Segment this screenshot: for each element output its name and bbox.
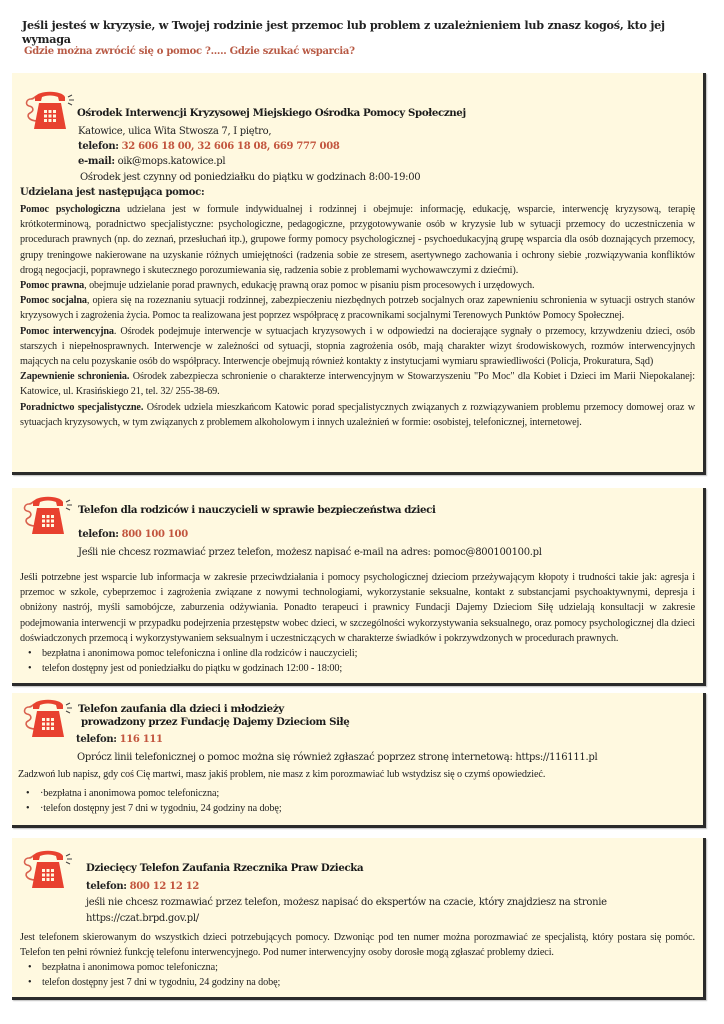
chat-note: jeśli nie chcesz rozmawiać przez telefon, możesz napisać do ekspertów na czacie, który znajdziesz na stronie [86,897,607,908]
opening-hours: Ośrodek jest czynny od poniedziałku do piątku w godzinach 8:00-19:00 [80,172,421,183]
help-intro: Udzielana jest następująca pomoc: [20,187,205,198]
section-counseling [20,400,695,430]
card-children-trust-line [12,693,706,828]
phone-line [78,528,188,542]
section-heading: Pomoc prawna [20,280,85,292]
description [20,930,695,990]
phone-number[interactable]: 116 111 [119,734,163,745]
bullet-list [20,960,695,990]
list-item: • bezpłatna i anonimowa pomoc telefoniczna i online dla rodziców i nauczycieli; [42,646,695,661]
section-heading: Pomoc psychologiczna [20,204,121,215]
section-legal [20,278,695,293]
section-text: Ośrodek zabezpiecza schronienie o charakterze interwencyjnym w Stowarzyszeniu "Po Moc" dla Kobiet i Dzieci im Marii Niepokalanej: Katowice, ul. Krasińskiego 21, tel. 32/ 255-38-69. [20,371,695,398]
list-item: • telefon dostępny jest od poniedziałku do piątku w godzinach 12:00 - 18:00; [42,661,695,676]
bullet-list [18,786,695,816]
telephone-icon [22,695,74,741]
card-crisis-center [12,73,706,475]
email-label: e-mail: [78,156,115,167]
section-social [20,293,695,323]
telephone-icon [22,846,74,892]
section-text: , obejmuje udzielanie porad prawnych, edukację prawną oraz pomoc w pisaniu pism procesowych i urzędowych. [84,280,535,292]
phone-label: telefon: [78,529,119,540]
address: Katowice, ulica Wita Stwosza 7, I piętro, [78,126,272,137]
phone-number[interactable]: 800 100 100 [121,529,188,540]
phone-line [78,140,340,154]
section-intervention [20,324,695,370]
phone-number[interactable]: 800 12 12 12 [129,881,200,892]
email-line [78,155,225,169]
section-psychological [20,202,695,278]
title-line: Telefon zaufania dla dzieci i młodzieży [78,703,284,715]
bullet-list [20,646,695,676]
phone-line [86,880,199,894]
phone-label: telefon: [76,734,117,745]
phone-label: telefon: [86,881,127,892]
card-parents-teachers-line [12,488,706,686]
list-item: • ·telefon dostępny jest 7 dni w tygodniu, 24 godziny na dobę; [40,801,695,816]
list-item: • ·bezpłatna i anonimowa pomoc telefoniczna; [40,786,695,801]
section-shelter [20,369,695,399]
phone-number[interactable]: 32 606 18 00, 32 606 18 08, 669 777 008 [121,141,340,152]
phone-label: telefon: [78,141,119,152]
telephone-icon [24,87,76,133]
card-title: Ośrodek Interwencji Kryzysowej Miejskiego Ośrodka Pomocy Społecznej [77,107,466,119]
description [20,570,695,676]
email-note: Jeśli nie chcesz rozmawiać przez telefon, możesz napisać e-mail na adres: pomoc@800100100.pl [78,547,542,558]
page-title: Jeśli jesteś w kryzysie, w Twojej rodzinie jest przemoc lub problem z uzależnieniem lub znasz kogoś, kto jej wymaga [22,18,665,46]
email-link[interactable]: oik@mops.katowice.pl [117,156,226,167]
section-text: , opiera się na rozeznaniu sytuacji rodzinnej, zabezpieczeniu niezbędnych potrzeb socjalnych oraz zapewnieniu schronienia w sytuacji ostrych stanów kryzysowych i zagrożenia życia. Pomoc ta realizowana jest poprzez współpracę z pracownikami socjalnymi Terenowych Punktów Pomocy Społecznej. [20,295,695,322]
card-ombudsman-trust-line [12,838,706,1000]
section-heading: Zapewnienie schronienia. [20,371,130,383]
list-item: • telefon dostępny jest 7 dni w tygodniu, 24 godziny na dobę; [42,975,695,990]
section-text: . Ośrodek podejmuje interwencje w sytuacjach kryzysowych i w odpowiedzi na docierające sygnały o przemocy, krzywdzeniu dzieci, osób starszych i niepełnosprawnych. Interwencje w zależności od sytuacji, stopnia zagrożenia osób, mają charakter wizyt środowiskowych, rozmów interwencyjnych mających na celu pozyskanie osób do współpracy. Interwencje obejmują również kontakty z instytucjami wymiaru sprawiedliwości (Policja, Prokuratura, Sąd) [20,325,695,368]
section-text: udzielana jest w formule indywidualnej i rodzinnej i obejmuje: informację, edukację, wsparcie, interwencję kryzysową, terapię krótkoterminową, poradnictwo specjalistyczne: psychologiczne, pedagogiczne, przygotowywanie osób w kryzysie lub w sytuacji przemocy do uczestniczenia w procedurach prawnych (np. do zeznań, przesłuchań itp.), grupowe formy pomocy psychologicznej - psychoedukacyjną grupę wsparcia dla osób doznających przemocy, grupy treningowe nakierowane na uzyskanie różnych umiejętności (radzenia sobie ze stresem, asertywnego zachowania i ochrony siebie ,rozwiązywania konfliktów drogą negocjacji, poprawnego i skutecznego porozumiewania się, radzenia sobie z problemami wychowawczymi z dziećmi). [20,204,695,276]
help-sections [20,202,695,430]
phone-line [76,733,163,747]
section-text: Ośrodek udziela mieszkańcom Katowic porad specjalistycznych związanych z rozwiązywaniem problemu przemocy domowej oraz w sytuacjach kryzysowych, w tym związanych z problemem alkoholowym i innych uzależnień w formie: osobistej, telefonicznej, internetowej. [20,401,695,428]
website-note: Oprócz linii telefonicznej o pomoc można się również zgłaszać poprzez stronę internetową: https://116111.pl [77,752,598,763]
description [18,767,695,816]
card-title: Telefon dla rodziców i nauczycieli w sprawie bezpieczeństwa dzieci [78,504,436,516]
description-text: Jeśli potrzebne jest wsparcie lub informacja w zakresie przeciwdziałania i pomocy psychologicznej dzieciom przeżywającym kłopoty i trudności takie jak: agresja i przemoc w szkole, cybeprzemoc i zagrożenia związane z nowymi technologiami, wykorzystanie seksualne, kontakt z substancjami psychoaktywnymi, depresja i obniżony nastrój, myśli samobójcze, zaburzenia odżywiania. Ponadto terapeuci i prawnicy Fundacji Dajemy Dzieciom Siłę udzielają konsultacji w zakresie podejmowania interwencji w przypadku podejrzenia przestępstw wobec dzieci, w szczególności wykorzystywania seksualnego, oraz pomocy psychologicznej dla dzieci doświadczonych przemocą i wykorzystywaniem seksualnym i uczestniczących w charakterze świadków i pokrzywdzonych w procedurach prawnych. [20,572,695,644]
section-heading: Pomoc interwencyjna [20,325,114,337]
list-item: • bezpłatna i anonimowa pomoc telefoniczna; [42,960,695,975]
description-text: Zadzwoń lub napisz, gdy coś Cię martwi, masz jakiś problem, nie masz z kim porozmawiać lub wstydzisz się o czymś opowiedzieć. [18,769,546,780]
title-line: prowadzony przez Fundację Dajemy Dzieciom Siłę [81,716,350,728]
telephone-icon [22,492,74,538]
card-title [78,703,349,729]
description-text: Jest telefonem skierowanym do wszystkich dzieci potrzebujących pomocy. Dzwoniąc pod ten numer można porozmawiać ze specjalistą, który postara się pomóc. Telefon ten pełni również funkcję telefonu interwencyjnego. Pod numer interwencyjny osoby dorosłe mogą zgłaszać problemy dzieci. [20,932,695,959]
page-subtitle: Gdzie można zwrócić się o pomoc ?..... Gdzie szukać wsparcia? [24,46,355,57]
chat-link[interactable]: https://czat.brpd.gov.pl/ [86,913,199,924]
section-heading: Pomoc socjalna [20,295,87,307]
card-title: Dziecięcy Telefon Zaufania Rzecznika Praw Dziecka [86,862,364,874]
section-heading: Poradnictwo specjalistyczne. [20,401,144,413]
